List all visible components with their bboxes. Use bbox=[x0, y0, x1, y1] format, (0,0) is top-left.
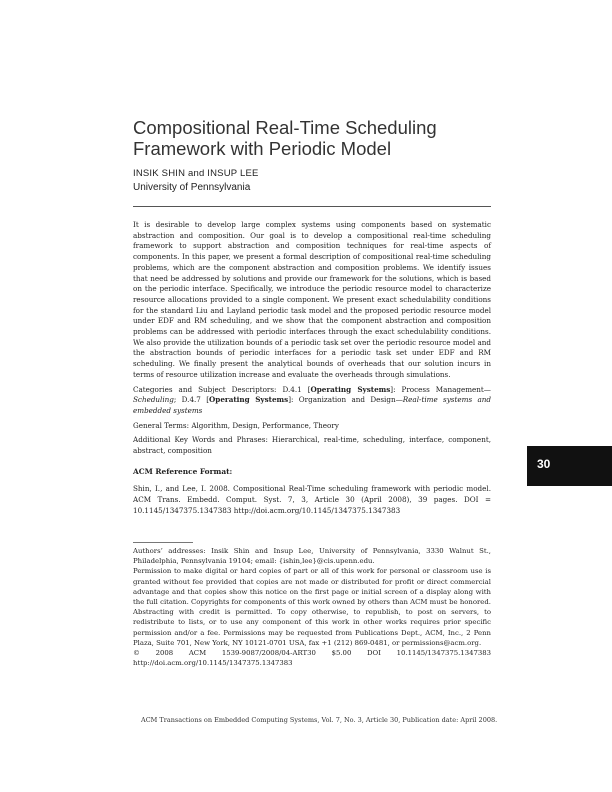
title-line-1: Compositional Real-Time Scheduling bbox=[133, 117, 437, 138]
categories-italic-2: Real-time systems and embedded systems bbox=[133, 395, 491, 415]
categories-mid-3: ]: Organization and Design— bbox=[288, 395, 403, 405]
article-number-tab bbox=[527, 446, 612, 486]
author-affiliation: University of Pennsylvania bbox=[133, 182, 251, 193]
categories-mid-2: ; D.4.7 [ bbox=[173, 395, 210, 405]
header-divider bbox=[133, 206, 491, 207]
paper-title bbox=[133, 117, 513, 159]
abstract: It is desirable to develop large complex systems using components based on systematic abstraction and composition. Our goal is to develop a compositional real-time scheduling framework to support abstraction and composition techniques for real-time aspects of components. In this paper, we present a formal description of compositional real-time scheduling problems, which are the component abstraction and composition problems. We identify issues that need be addressed by solutions and provide our framework for the solutions, which is based on the periodic interface. Specifically, we introduce the periodic resource model to characterize resource allocations provided to a single component. We present exact schedulability conditions for the standard Liu and Layland periodic task model and the proposed periodic resource model under EDF and RM scheduling, and we show that the component abstraction and composition problems can be addressed with periodic interfaces through the exact schedulability conditions. We also provide the utilization bounds of a periodic task set over the periodic resource model and the abstraction bounds of periodic interfaces for a periodic task set under EDF and RM scheduling. We finally present the analytical bounds of overheads that our solution incurs in terms of resource utilization increase and evaluate the overheads through simulations. bbox=[133, 220, 491, 379]
article-number: 30 bbox=[537, 457, 551, 471]
front-matter bbox=[133, 220, 491, 517]
reference-format-heading: ACM Reference Format: bbox=[133, 466, 233, 476]
categories-descriptors bbox=[133, 385, 491, 417]
general-terms: General Terms: Algorithm, Design, Performance, Theory bbox=[133, 420, 339, 430]
author-names: INSIK SHIN and INSUP LEE bbox=[133, 168, 259, 179]
title-line-2: Framework with Periodic Model bbox=[133, 138, 392, 159]
keywords: Additional Key Words and Phrases: Hierarchical, real-time, scheduling, interface, component, abstract, composition bbox=[133, 435, 491, 456]
categories-prefix: Categories and Subject Descriptors: D.4.1 [ bbox=[133, 384, 311, 394]
categories-bold-2: Operating Systems bbox=[209, 395, 289, 405]
categories-bold-1: Operating Systems bbox=[310, 384, 391, 394]
footnote-copyright: © 2008 ACM 1539-9087/2008/04-ART30 $5.00 DOI 10.1145/1347375.1347383 http://doi.acm.org/10.1145/1347375.1347383 bbox=[133, 649, 491, 668]
categories-mid-1: ]: Process Management— bbox=[390, 384, 491, 394]
categories-italic-1: Scheduling bbox=[133, 395, 174, 405]
footnote-divider bbox=[133, 542, 193, 543]
footnote-permission: Permission to make digital or hard copies of part or all of this work for personal or classroom use is granted without fee provided that copies are not made or distributed for profit or direct commercial advantage and that copies show this notice on the first page or initial screen of a display along with the full citation. Copyrights for components of this work owned by others than ACM must be honored. Abstracting with credit is permitted. To copy otherwise, to republish, to post on servers, to redistribute to lists, or to use any component of this work in other works requires prior specific permission and/or a fee. Permissions may be requested from Publications Dept., ACM, Inc., 2 Penn Plaza, Suite 701, New York, NY 10121-0701 USA, fax +1 (212) 869-0481, or permissions@acm.org. bbox=[133, 567, 491, 647]
footnote-addresses: Authors’ addresses: Insik Shin and Insup Lee, University of Pennsylvania, 3330 Walnut St., Philadelphia, Pennsylvania 19104; email: {ishin,lee}@cis.upenn.edu. bbox=[133, 547, 491, 566]
footnotes bbox=[133, 546, 491, 668]
reference-format-text: Shin, I., and Lee, I. 2008. Compositional Real-Time scheduling framework with periodic model. ACM Trans. Embedd. Comput. Syst. 7, 3, Article 30 (April 2008), 39 pages. DOI = 10.1145/1347375.1347383 http://doi.acm.org/10.1145/1347375.1347383 bbox=[133, 484, 491, 515]
running-footer: ACM Transactions on Embedded Computing Systems, Vol. 7, No. 3, Article 30, Publication date: April 2008. bbox=[141, 716, 498, 724]
